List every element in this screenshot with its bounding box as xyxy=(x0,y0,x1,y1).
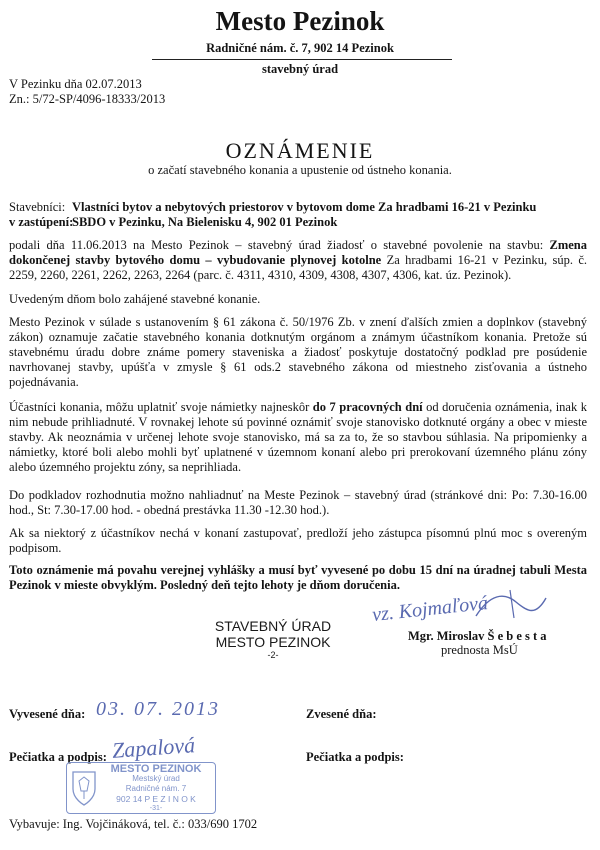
posted-date-label: Vyvesené dňa: xyxy=(9,707,86,721)
signature-handwriting: vz. Kojmaľová xyxy=(371,591,489,627)
builder-value: Vlastníci bytov a nebytových priestorov v bytovom dome Za hradbami 16-21 v Pezinku xyxy=(72,200,537,214)
paragraph-representation: Ak sa niektorý z účastníkov nechá v konaní zastupovať, predloží jeho zástupca písomnú plnú moc s overeným podpisom. xyxy=(9,526,587,555)
signatory-role: prednosta MsÚ xyxy=(441,643,518,657)
office-stamp xyxy=(203,618,343,661)
official-stamp-line4: 902 14 P E Z I N O K xyxy=(116,794,196,804)
representative-value: SBDO v Pezinku, Na Bielenisku 4, 902 01 Pezinok xyxy=(72,215,338,229)
notice-subheading: o začatí stavebného konania a upustenie od ústneho konania. xyxy=(148,163,452,177)
paragraph-started: Uvedeným dňom bolo zahájené stavebné konanie. xyxy=(9,292,261,306)
signature-flourish xyxy=(470,586,550,626)
official-stamp-line3: Radničné nám. 7 xyxy=(125,784,187,793)
prepared-by: Vybavuje: Ing. Vojčináková, tel. č.: 033/690 1702 xyxy=(9,817,258,831)
handwritten-signature: Zapalová xyxy=(111,732,196,763)
office-stamp-line2: MESTO PEZINOK xyxy=(215,634,331,650)
application-location: Za hradbami 16-21 v Pezinku, súp. č. 2259, 2260, 2261, 2262, 2263, 2264 (parc. č. 4311, 4310, 4309, 4308, 4307, 4306, kat. úz. Pezinok). xyxy=(9,253,588,282)
coat-of-arms-icon xyxy=(70,769,98,807)
seal-signature-label-right: Pečiatka a podpis: xyxy=(306,750,404,764)
paragraph-public-notice: Toto oznámenie má povahu verejnej vyhlášky a musí byť vyvesené po dobu 15 dní na úradnej tabuli Mesta Pezinok v mieste obvyklým. Posledný deň tejto lehoty je dňom doručenia. xyxy=(9,563,587,592)
paragraph-inspection: Do podkladov rozhodnutia možno nahliadnuť na Meste Pezinok – stavebný úrad (stránkové dni: Po: 7.30-16.00 hod., St: 7.30-17.00 hod. - obedná prestávka 11.30 -12.30 hod.). xyxy=(9,488,587,517)
paragraph-application xyxy=(9,238,587,283)
objections-deadline: do 7 pracovných dní xyxy=(312,400,423,414)
objections-rest: od doručenia oznámenia, inak k nim nebude prihliadnuté. V rovnakej lehote sú povinné oznámiť svoje stanovisko dotknuté orgány a obec v mieste stavby. Ak neoznámia v určenej lehote svoje stanovisko, má sa za to, že so stavbou súhlasia. Na pripomienky a námietky, ktoré boli alebo mohli byť uplatnené v územnom konaní alebo pri prerokovaní územného plánu zóny alebo územného projektu zóny, sa neprihliada. xyxy=(9,400,587,474)
paragraph-objections xyxy=(9,400,587,475)
official-stamp xyxy=(66,762,216,814)
official-stamp-line1: MESTO PEZINOK xyxy=(110,763,202,775)
place-date: V Pezinku dňa 02.07.2013 xyxy=(9,77,142,91)
city-address: Radničné nám. č. 7, 902 14 Pezinok xyxy=(206,41,394,55)
posted-date-handwritten: 03. 07. 2013 xyxy=(96,698,220,720)
reference-number: Zn.: 5/72-SP/4096-18333/2013 xyxy=(9,92,166,106)
representative-label: v zastúpení: xyxy=(9,215,74,229)
office-stamp-line3: -2- xyxy=(267,650,279,660)
official-stamp-line2: Mestský úrad xyxy=(132,774,180,783)
city-title: Mesto Pezinok xyxy=(215,6,385,36)
office-stamp-line1: STAVEBNÝ ÚRAD xyxy=(214,618,332,634)
application-text: podali dňa 11.06.2013 na Mesto Pezinok – stavebný úrad žiadosť o stavebné povolenie na stavbu: xyxy=(9,238,550,252)
representative-line xyxy=(9,215,589,230)
signatory-name: Mgr. Miroslav Š e b e s t a xyxy=(408,629,547,643)
notice-heading: OZNÁMENIE xyxy=(225,138,375,163)
header-divider xyxy=(152,59,452,60)
objections-text: Účastníci konania, môžu uplatniť svoje námietky najneskôr xyxy=(9,400,313,414)
paragraph-legal-basis: Mesto Pezinok v súlade s ustanovením § 61 zákona č. 50/1976 Zb. v znení ďalších zmien a doplnkov (stavebný zákon) oznamuje začatie stavebného konania dotknutým orgánom a známym účastníkom konania. Pretože sú stavebnému úradu dobre známe pomery staveniska a žiadosť poskytuje dostatočný podklad pre posúdenie navrhovanej stavby, upúšťa v zmysle § 61 ods.2 stavebného zákona od miestneho zisťovania a ústneho pojednávania. xyxy=(9,315,587,389)
builder-label: Stavebníci: xyxy=(9,200,66,214)
removed-date-label: Zvesené dňa: xyxy=(306,707,377,721)
official-stamp-line5: -31- xyxy=(149,805,163,812)
official-stamp-text xyxy=(101,764,211,814)
builder-line xyxy=(9,200,589,215)
office-name: stavebný úrad xyxy=(261,62,339,76)
seal-signature-label-left: Pečiatka a podpis: xyxy=(9,750,107,764)
project-name: Zmena dokončenej stavby bytového domu – vybudovanie plynovej kotolne xyxy=(9,238,587,267)
